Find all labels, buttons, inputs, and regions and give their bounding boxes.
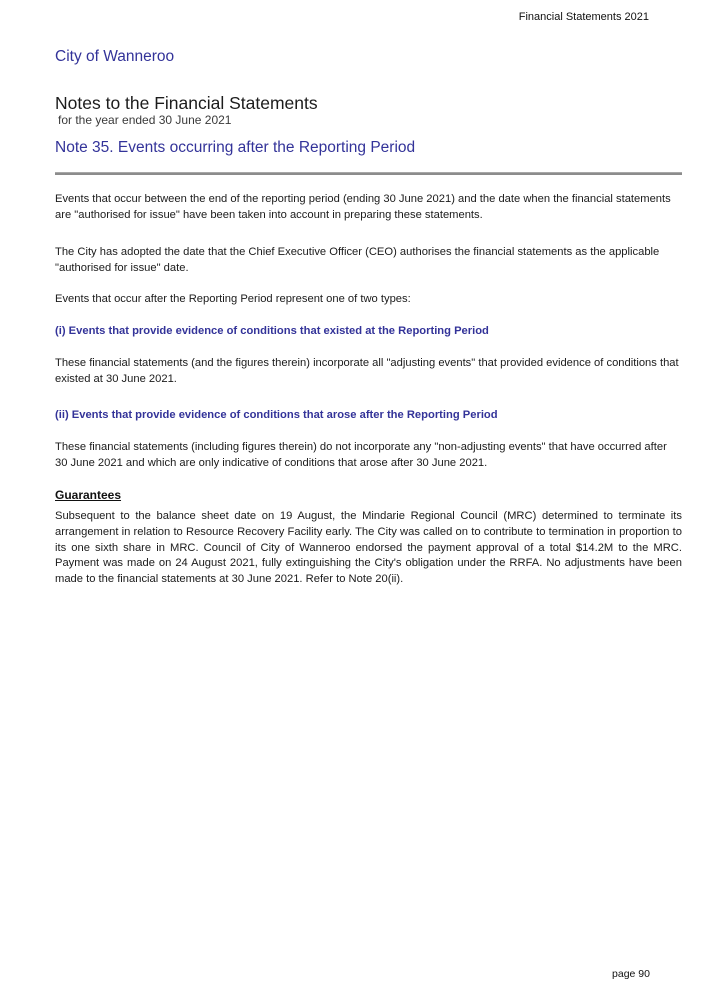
note-heading: Note 35. Events occurring after the Reporting Period (55, 139, 416, 156)
document-title: Notes to the Financial Statements (55, 93, 318, 113)
paragraph-adjusting-events: These financial statements (and the figures therein) incorporate all "adjusting events" that provided evidence of conditions that existed at 30 June 2021. (55, 357, 679, 385)
paragraph-two-types: Events that occur after the Reporting Period represent one of two types: (55, 293, 411, 305)
paragraph-guarantees: Subsequent to the balance sheet date on 19 August, the Mindarie Regional Council (MRC) determined to terminate its arrangement in relation to Resource Recovery Facility early. The City was called on to contribute to termination in proportion to its one sixth share in MRC. Council of City of Wanneroo endorsed the payment approval of a total $14.2M to the MRC. Payment was made on 24 August 2021, fully extinguishing the City's obligation under the RRFA. No adjustments have been made to the financial statements at 30 June 2021. Refer to Note 20(ii). (55, 510, 682, 586)
organisation-name: City of Wanneroo (55, 48, 175, 65)
paragraph-authorised-for-issue: Events that occur between the end of the reporting period (ending 30 June 2021) and the date when the financial statements are "authorised for issue" have been taken into account in preparing these statements. (55, 193, 671, 221)
paragraph-non-adjusting-events: These financial statements (including figures therein) do not incorporate any "non-adjusting events" that have occurred after 30 June 2021 and which are only indicative of conditions that arose after 30 June 2021. (55, 441, 667, 469)
document-header: Financial Statements 2021 (518, 11, 649, 23)
document-subtitle: for the year ended 30 June 2021 (58, 113, 232, 127)
subheading-adjusting-events: (i) Events that provide evidence of conditions that existed at the Reporting Period (55, 325, 489, 337)
horizontal-rule (55, 172, 682, 175)
subheading-non-adjusting-events: (ii) Events that provide evidence of conditions that arose after the Reporting Period (55, 409, 498, 421)
guarantees-heading: Guarantees (55, 488, 122, 502)
page-number: page 90 (612, 968, 650, 980)
paragraph-ceo-authorisation: The City has adopted the date that the Chief Executive Officer (CEO) authorises the financial statements as the applicable "authorised for issue" date. (55, 246, 660, 274)
